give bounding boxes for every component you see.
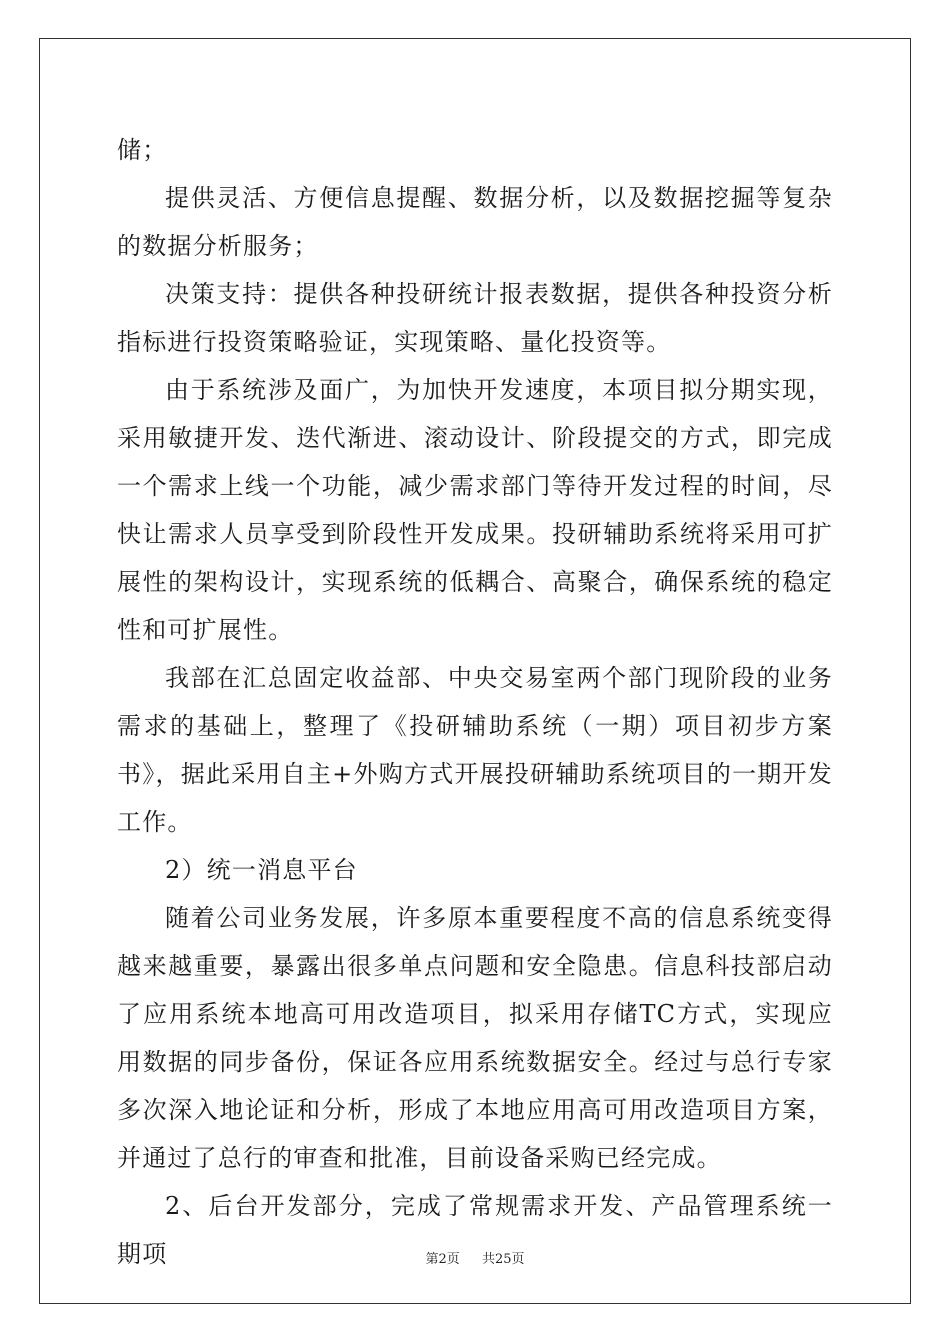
paragraph: 我部在汇总固定收益部、中央交易室两个部门现阶段的业务需求的基础上，整理了《投研辅助系统（一期）项目初步方案书》，据此采用自主+外购方式开展投研辅助系统项目的一期开发工作。 [117,664,833,836]
section-heading: 2）统一消息平台 [165,856,358,884]
page-footer [0,1248,950,1267]
total-pages: 共25页 [482,1252,525,1267]
paragraph: 决策支持：提供各种投研统计报表数据，提供各种投资分析指标进行投资策略验证，实现策略、量化投资等。 [117,280,833,356]
paragraph: 由于系统涉及面广，为加快开发速度，本项目拟分期实现，采用敏捷开发、迭代渐进、滚动设计、阶段提交的方式，即完成一个需求上线一个功能，减少需求部门等待开发过程的时间，尽快让需求人员享受到阶段性开发成果。投研辅助系统将采用可扩展性的架构设计，实现系统的低耦合、高聚合，确保系统的稳定性和可扩展性。 [117,376,833,644]
paragraph: 提供灵活、方便信息提醒、数据分析，以及数据挖掘等复杂的数据分析服务； [117,184,833,260]
paragraph: 储； [117,136,168,164]
paragraph: 2、后台开发部分，完成了常规需求开发、产品管理系统一期项 [117,1192,833,1268]
document-body [117,126,833,1278]
page-number: 第2页 [425,1252,460,1267]
paragraph: 随着公司业务发展，许多原本重要程度不高的信息系统变得越来越重要，暴露出很多单点问题和安全隐患。信息科技部启动了应用系统本地高可用改造项目，拟采用存储TC方式，实现应用数据的同步备份，保证各应用系统数据安全。经过与总行专家多次深入地论证和分析，形成了本地应用高可用改造项目方案，并通过了总行的审查和批准，目前设备采购已经完成。 [117,904,833,1172]
